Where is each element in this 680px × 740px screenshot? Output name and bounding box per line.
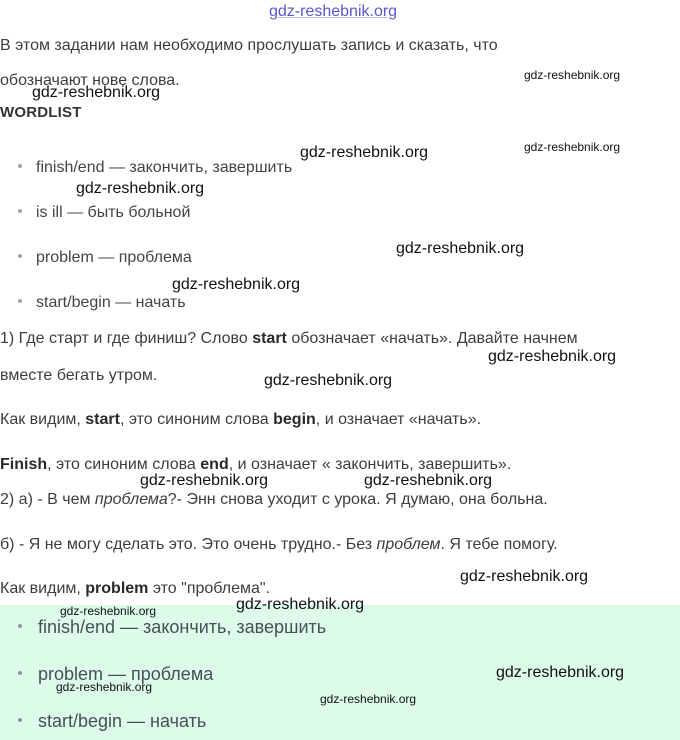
watermark: gdz-reshebnik.org — [60, 604, 157, 618]
watermark: gdz-reshebnik.org — [488, 348, 617, 365]
watermark: gdz-reshebnik.org — [496, 664, 625, 681]
start-note: Как видим, start, это синоним слова begin, и означает «начать». — [0, 411, 482, 428]
bullet-icon — [18, 164, 22, 168]
watermark: gdz-reshebnik.org — [320, 692, 417, 706]
bullet-icon — [18, 624, 22, 628]
watermark: gdz-reshebnik.org — [460, 568, 589, 585]
summary-item: finish/end — закончить, завершить — [18, 616, 326, 638]
watermark: gdz-reshebnik.org — [300, 144, 429, 161]
bullet-icon — [18, 299, 22, 303]
watermark: gdz-reshebnik.org — [236, 596, 365, 613]
watermark: gdz-reshebnik.org — [76, 180, 205, 197]
wordlist-item: problem — проблема — [18, 248, 192, 268]
bullet-icon — [18, 254, 22, 258]
bullet-icon — [18, 671, 22, 675]
section2b: б) - Я не могу сделать это. Это очень трудно.- Без проблем. Я тебе помогу. — [0, 536, 558, 553]
watermark: gdz-reshebnik.org — [396, 240, 525, 257]
watermark: gdz-reshebnik.org — [172, 276, 301, 293]
section2a: 2) а) - В чем проблема?- Энн снова уходит с урока. Я думаю, она больна. — [0, 491, 548, 508]
wordlist-item: start/begin — начать — [18, 293, 186, 313]
wordlist-item: finish/end — закончить, завершить — [18, 158, 292, 178]
bullet-icon — [18, 209, 22, 213]
intro-line-2: обозначают нове слова. — [0, 72, 180, 89]
watermark: gdz-reshebnik.org — [32, 84, 161, 101]
watermark: gdz-reshebnik.org — [140, 472, 269, 489]
watermark: gdz-reshebnik.org — [264, 372, 393, 389]
watermark: gdz-reshebnik.org — [56, 680, 153, 694]
watermark: gdz-reshebnik.org — [524, 68, 621, 82]
summary-item: problem — проблема — [18, 663, 213, 685]
watermark-top[interactable]: gdz-reshebnik.org — [269, 3, 398, 20]
finish-note: Finish, это синоним слова end, и означает « закончить, завершить». — [0, 456, 512, 473]
intro-line-1: В этом задании нам необходимо прослушать запись и сказать, что — [0, 37, 498, 54]
wordlist-item: is ill — быть больной — [18, 203, 190, 223]
watermark: gdz-reshebnik.org — [524, 140, 621, 154]
watermark: gdz-reshebnik.org — [364, 472, 493, 489]
bullet-icon — [18, 718, 22, 722]
summary-item: start/begin — начать — [18, 710, 206, 732]
section1-line-2: вместе бегать утром. — [0, 367, 158, 384]
wordlist-heading: WORDLIST — [0, 104, 82, 121]
section1-line-1: 1) Где старт и где финиш? Слово start обозначает «начать». Давайте начнем — [0, 330, 578, 347]
problem-note: Как видим, problem это "проблема". — [0, 580, 270, 597]
